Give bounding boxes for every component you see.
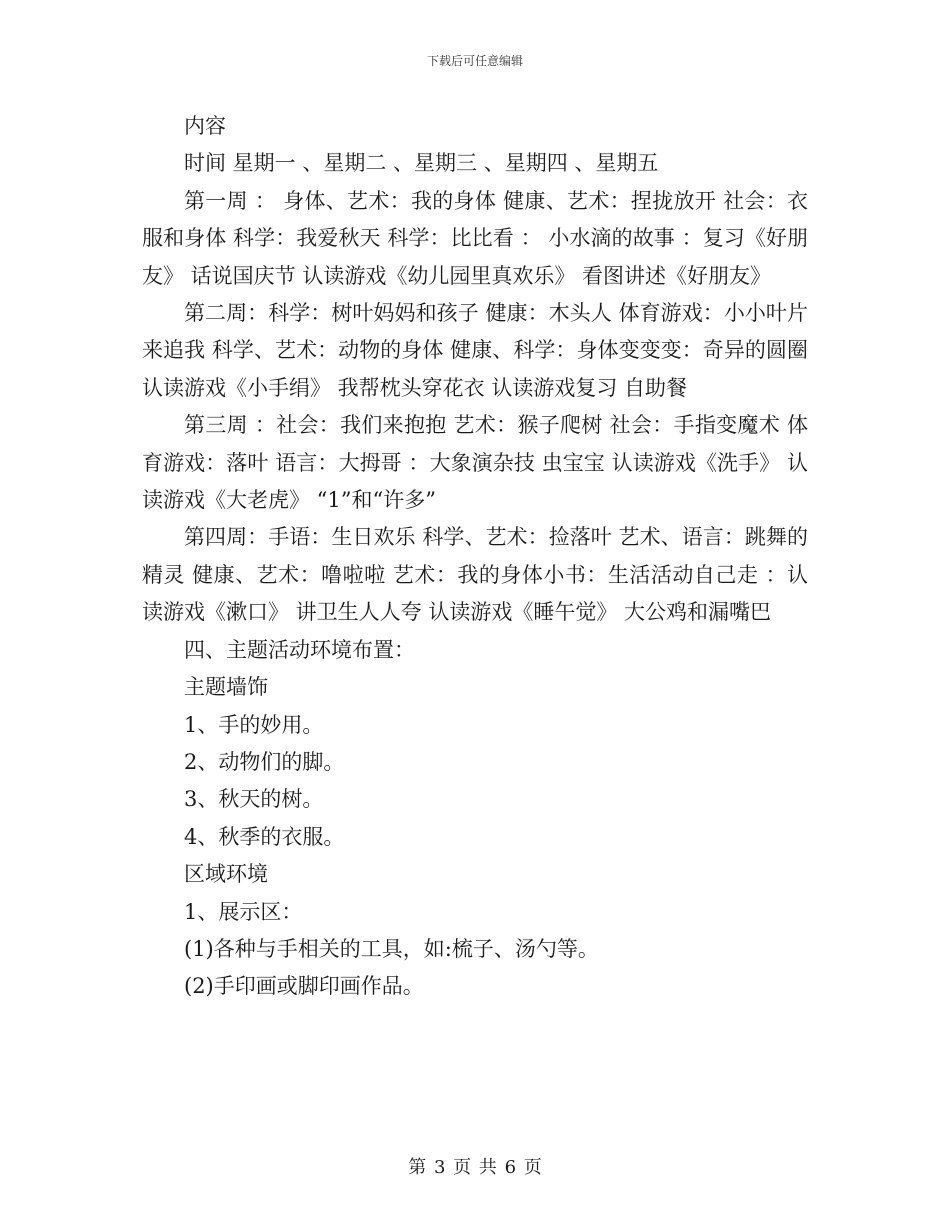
paragraph-schedule-header: 时间 星期一 、星期二 、星期三 、星期四 、星期五 — [184, 151, 659, 176]
list-item: 2、动物们的脚。 — [184, 749, 345, 774]
subheading-area-environment: 区域环境 — [184, 862, 268, 887]
section-heading-environment: 四、主题活动环境布置： — [184, 637, 415, 662]
page-number: 第 3 页 共 6 页 — [408, 1157, 542, 1178]
list-item: 4、秋季的衣服。 — [184, 824, 345, 849]
paragraph-week-2: 第二周：科学：树叶妈妈和孩子 健康：木头人 体育游戏：小小叶片来追我 科学、艺术：动物的身体 健康、科学：身体变变变：奇异的圆圈 认读游戏《小手绢》 我帮枕头穿花衣 认读游戏复习 自助餐 — [142, 301, 808, 400]
list-item: 3、秋天的树。 — [184, 787, 324, 812]
paragraph-week-1: 第一周 ： 身体、艺术：我的身体 健康、艺术：捏拢放开 社会：衣服和身体 科学：我爱秋天 科学：比比看 ： 小水滴的故事 ：复习《好朋友》 话说国庆节 认读游戏《幼儿园里真欢乐》 看图讲述《好朋友》 — [142, 188, 808, 288]
paragraph-week-3: 第三周 ：社会：我们来抱抱 艺术：猴子爬树 社会：手指变魔术 体育游戏：落叶 语言：大拇哥 ：大象演杂技 虫宝宝 认读游戏《洗手》 认读游戏《大老虎》 “1”和“许多” — [142, 413, 808, 513]
page-header-note: 下载后可任意编辑 — [426, 54, 523, 68]
list-item: (1)各种与手相关的工具，如:梳子、汤勺等。 — [184, 936, 599, 961]
list-item: 1、展示区： — [184, 899, 303, 924]
list-item: 1、手的妙用。 — [184, 712, 324, 737]
subheading-theme-wall: 主题墙饰 — [184, 675, 268, 700]
document-body — [142, 108, 808, 1006]
list-item: (2)手印画或脚印画作品。 — [184, 974, 424, 999]
paragraph-week-4: 第四周：手语：生日欢乐 科学、艺术：捡落叶 艺术、语言：跳舞的精灵 健康、艺术：噜啦啦 艺术：我的身体小书：生活活动自己走 ：认读游戏《漱口》 讲卫生人人夸 认读游戏《睡午觉》 大公鸡和漏嘴巴 — [142, 525, 808, 625]
paragraph-content-heading: 内容 — [184, 114, 226, 138]
